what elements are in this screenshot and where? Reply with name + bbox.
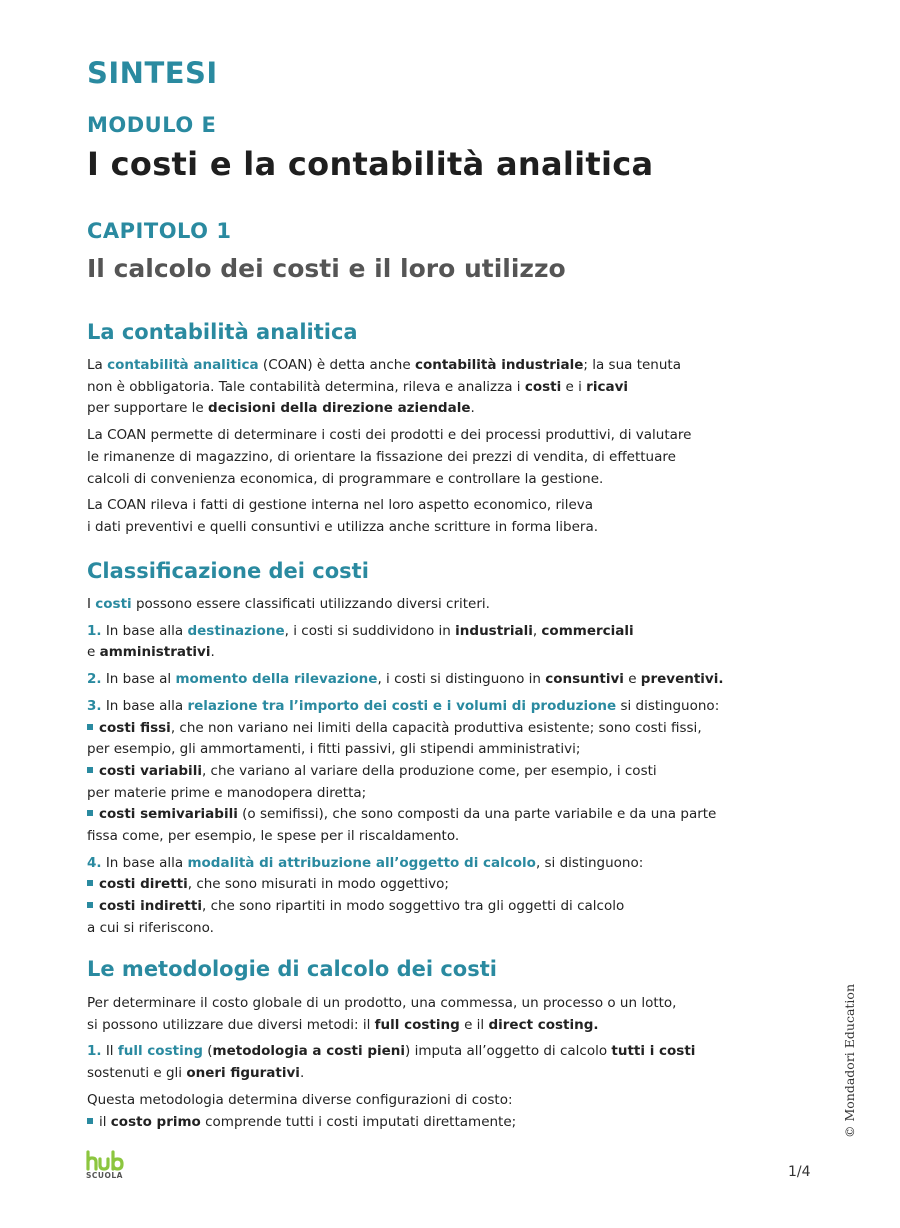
bullet-item: costi fissi, che non variano nei limiti della capacità produttiva esistente; sono costi fissi, per esempio, gli ammortamenti, i fitti passivi, gli stipendi amministrativi; [87, 719, 702, 758]
logo-text: SCUOLA [86, 1171, 123, 1180]
list-item: 1. In base alla destinazione, i costi si suddividono in industriali, commerciali e amministrativi. [87, 622, 634, 661]
bullet-icon [87, 880, 93, 886]
list-item: 2. In base al momento della rilevazione, i costi si distinguono in consuntivi e preventivi. [87, 671, 724, 688]
bullet-icon [87, 810, 93, 816]
module-label: MODULO E [87, 113, 217, 137]
list-item: 1. Il full costing (metodologia a costi pieni) imputa all’oggetto di calcolo tutti i costi sostenuti e gli oneri figurativi. [87, 1043, 696, 1082]
copyright-notice: © Mondadori Education [842, 983, 857, 1138]
page-number: 1/4 [788, 1164, 811, 1180]
bullet-item: il costo primo comprende tutti i costi imputati direttamente; [87, 1112, 817, 1134]
summary-label: SINTESI [87, 56, 218, 90]
bullet-icon [87, 767, 93, 773]
section-body-classification [87, 594, 817, 940]
paragraph: Questa metodologia determina diverse configurazioni di costo: [87, 1091, 513, 1108]
bullet-item: costi semivariabili (o semifissi), che sono composti da una parte variabile e da una parte fissa come, per esempio, le spese per il riscaldamento. [87, 806, 717, 845]
section-title-analytics: La contabilità analitica [87, 320, 358, 344]
paragraph: I costi possono essere classificati utilizzando diversi criteri. [87, 596, 490, 612]
module-title: I costi e la contabilità analitica [87, 145, 654, 183]
section-title-methods: Le metodologie di calcolo dei costi [87, 957, 497, 981]
bullet-icon [87, 902, 93, 908]
paragraph: La COAN rileva i fatti di gestione interna nel loro aspetto economico, rileva i dati preventivi e quelli consuntivi e utilizza anche scritture in forma libera. [87, 497, 599, 535]
hub-scuola-logo [86, 1150, 126, 1182]
section-body-analytics [87, 355, 817, 544]
paragraph: La contabilità analitica (COAN) è detta anche contabilità industriale; la sua tenuta non è obbligatoria. Tale contabilità determina, rileva e analizza i costi e i ricavi per supportare le decisioni della direzione aziendale. [87, 357, 681, 417]
chapter-title: Il calcolo dei costi e il loro utilizzo [87, 254, 566, 283]
bullet-icon [87, 1118, 93, 1124]
bullet-item: costi diretti, che sono misurati in modo oggettivo; [87, 874, 817, 896]
bullet-item: costi variabili, che variano al variare della produzione come, per esempio, i costi per materie prime e manodopera diretta; [87, 762, 657, 801]
list-item: 4. In base alla modalità di attribuzione all’oggetto di calcolo, si distinguono: [87, 854, 644, 871]
section-body-methods [87, 993, 817, 1133]
paragraph: La COAN permette di determinare i costi dei prodotti e dei processi produttivi, di valutare le rimanenze di magazzino, di orientare la fissazione dei prezzi di vendita, di effettuare calcoli di convenienza economica, di programmare e controllare la gestione. [87, 427, 692, 487]
paragraph: Per determinare il costo globale di un prodotto, una commessa, un processo o un lotto, si possono utilizzare due diversi metodi: il full costing e il direct costing. [87, 995, 677, 1033]
list-item: 3. In base alla relazione tra l’importo dei costi e i volumi di produzione si distinguono: [87, 697, 720, 714]
section-title-classification: Classificazione dei costi [87, 559, 369, 583]
chapter-label: CAPITOLO 1 [87, 219, 232, 243]
bullet-item: costi indiretti, che sono ripartiti in modo soggettivo tra gli oggetti di calcolo a cui si riferiscono. [87, 898, 625, 936]
bullet-icon [87, 724, 93, 730]
